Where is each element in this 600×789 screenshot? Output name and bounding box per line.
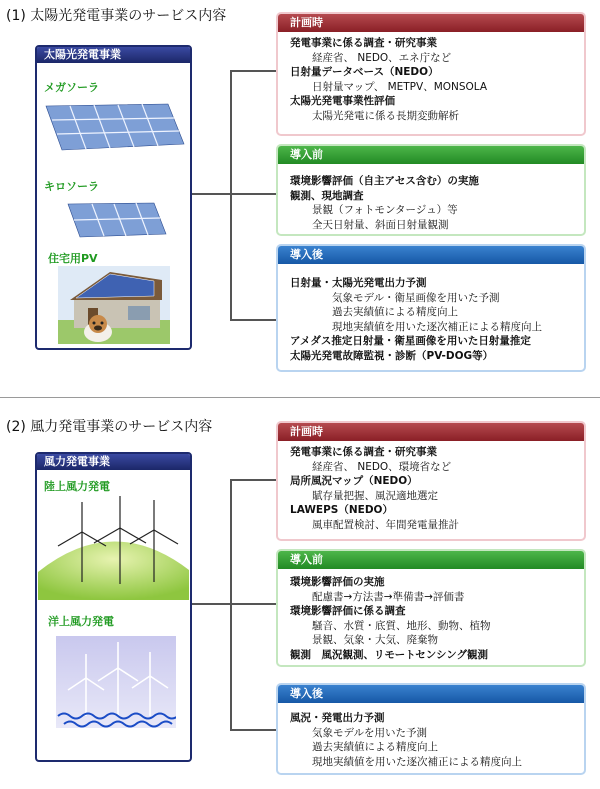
wind-planning-box [276,421,586,541]
wind-planning-line: 局所風況マップ（NEDO） [290,475,418,488]
solar-connector-post [230,319,276,321]
mega-solar-panels-image [38,94,188,160]
wind-post-line: 気象モデルを用いた予測 [312,726,427,739]
wind-planning-header: 計画時 [278,423,584,441]
solar-planning-line: 日射量データベース（NEDO） [290,66,439,79]
solar-connector-vertical [230,70,232,320]
mega-solar-label: メガソーラ [44,81,99,94]
wind-connector-main [192,603,231,605]
wind-pre-line: 環境影響評価に係る調査 [290,605,406,618]
solar-post-line: 気象モデル・衛星画像を用いた予測 [332,291,500,304]
solar-pre-box [276,144,586,236]
wind-connector-post [230,729,276,731]
solar-post-line: 現地実績値を用いた逐次補正による精度向上 [332,320,542,333]
solar-planning-header: 計画時 [278,14,584,32]
solar-planning-line: 発電事業に係る調査・研究事業 [290,37,437,49]
wind-post-line: 風況・発電出力予測 [290,712,385,724]
solar-connector-pre [230,193,276,195]
wind-planning-line: 風車配置検討、年間発電量推計 [312,518,459,531]
onshore-wind-turbines-image [38,492,189,600]
solar-post-line: 太陽光発電故障監視・診断（PV-DOG等） [290,349,494,362]
wind-planning-line: LAWEPS（NEDO） [290,504,393,517]
solar-business-header: 太陽光発電事業 [37,47,190,63]
wind-connector-pre [230,603,276,605]
wind-post-line: 現地実績値を用いた逐次補正による精度向上 [312,755,522,768]
solar-connector-planning [230,70,276,72]
wind-pre-line: 観測 風況観測、リモートセンシング観測 [290,648,489,661]
kilo-solar-label: キロソーラ [44,180,99,193]
kilo-solar-panels-image [62,200,172,240]
wind-planning-line: 賦存量把握、風況適地選定 [312,489,438,502]
wind-pre-line: 配慮書→方法書→準備書→評価書 [312,590,465,603]
solar-pre-line: 観測、現地調査 [290,189,364,202]
section-divider [0,397,600,398]
wind-connector-vertical [230,479,232,731]
offshore-wind-turbines-image [56,636,176,728]
wind-pre-line: 環境影響評価の実施 [290,576,385,588]
wind-pre-line: 騒音、水質・底質、地形、動物、植物 [312,619,491,632]
solar-post-box [276,244,586,372]
onshore-wind-label: 陸上風力発電 [44,480,110,493]
wind-post-header: 導入後 [278,685,584,703]
wind-post-line: 過去実績値による精度向上 [312,741,438,754]
solar-planning-line: 経産省、 NEDO、エネ庁など [312,51,452,64]
solar-planning-line: 太陽光発電に係る長期変動解析 [312,109,459,122]
solar-pre-line: 全天日射量、斜面日射量観測 [312,218,449,231]
wind-post-box [276,683,586,775]
solar-section-title: (1) 太陽光発電事業のサービス内容 [6,8,227,24]
wind-business-header: 風力発電事業 [37,454,190,470]
solar-pre-header: 導入前 [278,146,584,164]
solar-planning-line: 太陽光発電事業性評価 [290,95,395,108]
solar-post-line: 日射量・太陽光発電出力予測 [290,277,427,289]
residential-house-with-solar-image [58,266,170,344]
solar-connector-main [192,193,231,195]
solar-post-header: 導入後 [278,246,584,264]
solar-post-line: アメダス推定日射量・衛星画像を用いた日射量推定 [290,335,531,348]
wind-pre-box [276,549,586,667]
wind-planning-line: 発電事業に係る調査・研究事業 [290,446,437,458]
solar-planning-box [276,12,586,136]
residential-pv-label: 住宅用PV [48,252,98,265]
wind-pre-header: 導入前 [278,551,584,569]
solar-post-line: 過去実績値による精度向上 [332,306,458,319]
wind-section-title: (2) 風力発電事業のサービス内容 [6,419,213,435]
wind-pre-line: 景観、気象・大気、廃棄物 [312,634,438,647]
offshore-wind-label: 洋上風力発電 [48,615,114,628]
solar-planning-line: 日射量マップ、 METPV、MONSOLA [312,80,488,93]
solar-pre-line: 環境影響評価（自主アセス含む）の実施 [290,175,479,187]
wind-planning-line: 経産省、 NEDO、環境省など [312,460,452,473]
solar-pre-line: 景観（フォトモンタージュ）等 [312,204,458,217]
wind-connector-planning [230,479,276,481]
